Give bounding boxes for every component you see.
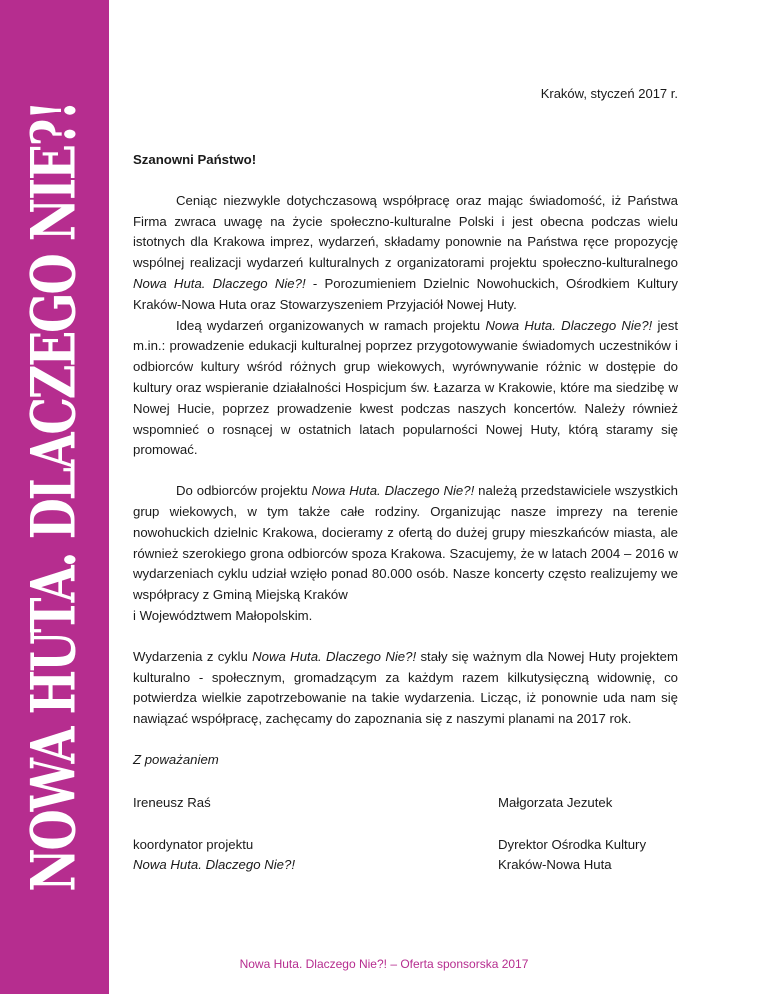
project-name: Nowa Huta. Dlaczego Nie?! bbox=[252, 648, 417, 664]
project-name: Nowa Huta. Dlaczego Nie?! bbox=[311, 483, 475, 499]
signer-right-name: Małgorzata Jezutek bbox=[498, 794, 613, 810]
signature-names bbox=[133, 793, 678, 814]
project-name: Nowa Huta. Dlaczego Nie?! bbox=[485, 317, 653, 333]
paragraph-1: Ceniąc niezwykle dotychczasową współpracę oraz mając świadomość, iż Państwa Firma zwraca uwagę na życie społeczno-kulturalne Polski i jest obecna podczas wielu istotnych dla Krakowa imprez, wydarzeń, składamy ponownie na Państwa ręce propozycję wspólnej realizacji wydarzeń kulturalnych z organizatorami projektu społeczno-kulturalnego Nowa Huta. Dlaczego Nie?! - Porozumieniem Dzielnic Nowohuckich, Ośrodkiem Kultury Kraków-Nowa Huta oraz Stowarzyszeniem Przyjaciół Nowej Huty. bbox=[133, 192, 678, 312]
signer-right-org: Kraków-Nowa Huta bbox=[498, 857, 612, 873]
letter-date: Kraków, styczeń 2017 r. bbox=[540, 86, 678, 101]
paragraph-3-end: i Województwem Małopolskim. bbox=[133, 607, 313, 623]
paragraph-2: Ideą wydarzeń organizowanych w ramach projektu Nowa Huta. Dlaczego Nie?! jest m.in.: prowadzenie edukacji kulturalnej poprzez przygotowywanie świadomych uczestników i odbiorców kultury wśród różnych grup wiekowych, wyrównywanie różnic w dostępie do kultury oraz wspieranie działalności Hospicjum św. Łazarza w Krakowie, które ma siedzibę w Nowej Hucie, poprzez prowadzenie kwest podczas naszych koncertów. Należy również wspomnieć o rosnącej w ostatnich latach popularności Nowej Huty, którą staramy się promować. bbox=[133, 317, 678, 458]
signer-left-project: Nowa Huta. Dlaczego Nie?! bbox=[133, 857, 295, 873]
signer-right-role: Dyrektor Ośrodka Kultury bbox=[498, 836, 647, 852]
paragraph-3: Do odbiorców projektu Nowa Huta. Dlaczego Nie?! należą przedstawiciele wszystkich grup wiekowych, w tym także całe rodziny. Organizując nasze imprezy na terenie nowohuckich dzielnic Krakowa, docieramy z ofertą do dużej grupy mieszkańców miasta, ale również szerokiego grona odbiorców spoza Krakowa. Szacujemy, że w latach 2004 – 2016 w wydarzeniach cyklu udział wzięło ponad 80.000 osób. Nasze koncerty często realizujemy we współpracy z Gminą Miejską Kraków bbox=[133, 483, 678, 603]
project-name: Nowa Huta. Dlaczego Nie?! bbox=[133, 275, 306, 291]
sidebar-title bbox=[18, 0, 90, 1003]
paragraph-4: Wydarzenia z cyklu Nowa Huta. Dlaczego Nie?! stały się ważnym dla Nowej Huty projektem kulturalno - społecznym, gromadzącym za każdym razem kilkutysięczną widownię, co potwierdza wielkie zapotrzebowanie na takie wydarzenia. Licząc, iż ponownie uda nam się nawiązać współpracę, zachęcamy do zapoznania się z naszymi planami na 2017 rok. bbox=[133, 648, 678, 727]
footer: Nowa Huta. Dlaczego Nie?! – Oferta sponsorska 2017 bbox=[239, 957, 529, 971]
letter-body bbox=[133, 150, 678, 876]
closing: Z poważaniem bbox=[133, 751, 219, 767]
signature-roles bbox=[133, 835, 678, 877]
signer-left-name: Ireneusz Raś bbox=[133, 794, 211, 810]
signer-left-role: koordynator projektu bbox=[133, 836, 254, 852]
sidebar-title-text: NOWA HUTA. DLACZEGO NIE?! bbox=[18, 102, 90, 892]
sidebar-band bbox=[0, 0, 109, 994]
greeting: Szanowni Państwo! bbox=[133, 152, 257, 167]
